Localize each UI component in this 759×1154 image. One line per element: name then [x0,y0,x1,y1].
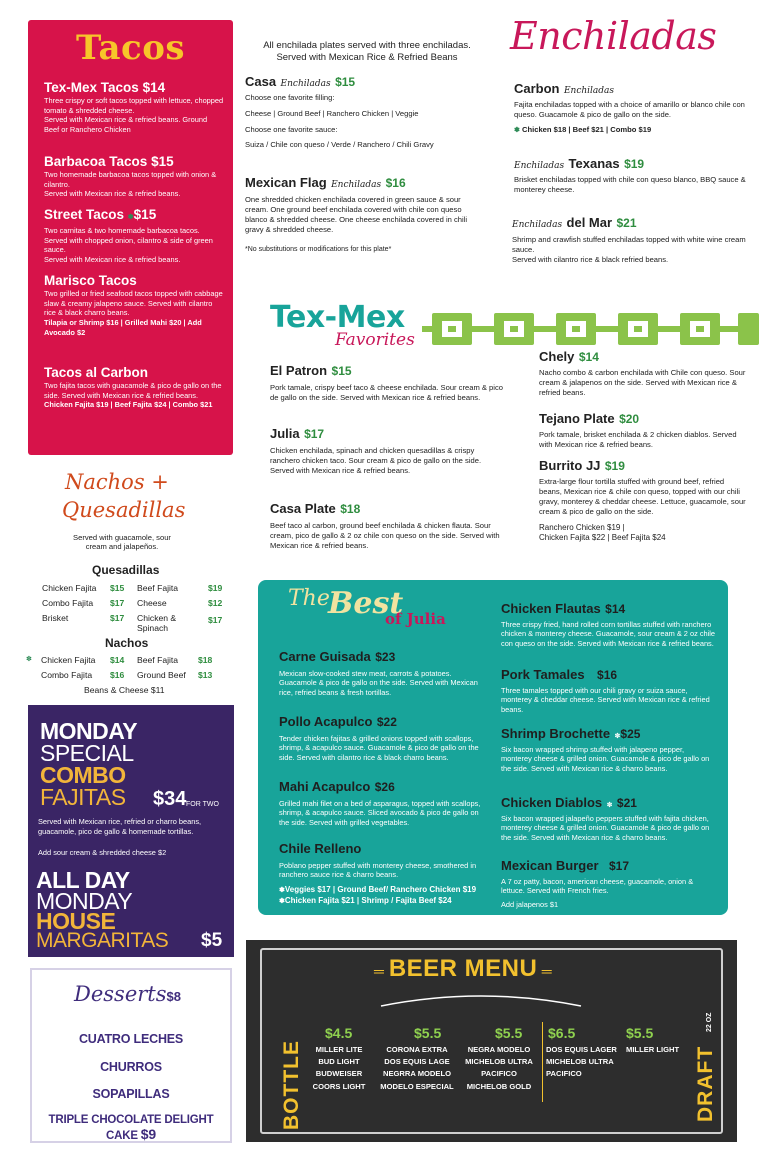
leaf-icon: ✽ [279,897,285,905]
quesadillas-title-script: Quesadillas [62,498,186,522]
item-price: $15 [331,364,352,378]
item-price: $14 [605,602,626,616]
item-price: $17 [304,427,325,441]
item-name: Casa [245,74,277,89]
best-item [279,778,489,827]
menu-item [44,80,224,134]
texmex-item [539,457,749,543]
q-name: Beef Fajita [137,583,179,593]
beer-item: CORONA EXTRA [386,1045,448,1054]
item-price: $16 [597,668,618,682]
leaf-icon: ✽ [614,733,621,740]
item-name: Tacos al Carbon [44,365,149,380]
item-name: Carbon [514,81,560,96]
served-with-note: Served with guacamole, sour cream and jalapeños. [73,533,171,551]
item-price: $21 [616,216,637,230]
texanas-enchiladas [514,155,749,195]
item-name: Texanas [568,156,620,171]
item-name: Mexican Burger [501,858,599,873]
best-title-best: Best [328,586,404,621]
item-options-2: Chicken Fajita $21 | Shrimp / Fajita Beef $24 [284,895,452,905]
beer-item: COORS LIGHT [312,1081,366,1091]
beer-item: MILLER LIGHT [626,1045,680,1054]
del-mar-enchiladas [512,214,747,265]
tacos-title: Tacos [75,28,186,68]
n-name: Combo Fajita [41,670,93,680]
n-name: Ground Beef [137,670,186,680]
item-desc: Brisket enchiladas topped with chile con queso blanco, BBQ sauce & monterey cheese. [514,175,746,194]
item-name: Carne Guisada [279,649,371,664]
combo-line: COMBO [40,762,126,788]
item-options: Chicken Fajita $19 | Beef Fajita $24 | Combo $21 [44,400,213,410]
sauce-label: Choose one favorite sauce: [245,125,338,134]
monday-desc-2: Add sour cream & shredded cheese $2 [38,848,167,857]
beer-price: $5.5 [495,1025,523,1041]
item-desc: Two homemade barbacoa tacos topped with onion & cilantro. [44,170,217,189]
fajitas-line: FAJITAS [40,784,126,810]
item-desc: Nacho combo & carbon enchilada with Chile con queso. Sour cream & jalapenos on the side. Served with Mexican rice & refried beans. [539,368,746,397]
beer-item: MILLER LITE [315,1045,363,1054]
item-name: Chely [539,349,575,364]
item-name: Street Tacos [44,207,125,222]
margarita-price: $5 [201,930,223,951]
item-name: Barbacoa Tacos [44,154,148,169]
beans-cheese: Beans & Cheese $11 [84,685,165,695]
beer-title-wrap [374,955,552,983]
item-price: $19 [604,459,625,473]
margaritas-line: MARGARITAS [36,929,169,952]
beer-title-dash-right: ═ [537,963,553,979]
q-price: $12 [208,598,223,608]
item-desc: Pork tamale, crispy beef taco & cheese enchilada. Sour cream & pico de gallo on the side. Served with Mexican rice & refried beans. [270,383,503,402]
best-title-the: The [288,586,330,611]
texmex-item [270,362,505,403]
bottle-label: BOTTLE [280,1040,303,1130]
quesadillas-heading: Quesadillas [92,563,160,577]
draft-size: 22 OZ [706,1012,713,1032]
tacos-panel [28,20,233,455]
n-name: Chicken Fajita [41,655,96,665]
draft-divider [542,1022,543,1102]
item-script: Enchiladas [512,220,563,230]
item-options: Veggies $17 | Ground Beef/ Ranchero Chicken $19 [284,884,477,894]
item-desc-2: Add jalapenos $1 [501,899,559,909]
q-name: Cheese [137,598,167,608]
enchiladas-title: Enchiladas [510,14,717,58]
beer-item: BUD LIGHT [318,1057,360,1067]
beer-item: MICHELOB GOLD [466,1081,532,1091]
item-name: Tejano Plate [539,411,615,426]
q-name: Chicken Fajita [42,583,97,593]
item-name: Pollo Acapulco [279,714,373,729]
leaf-icon: ✽ [606,802,613,809]
item-name: Pork Tamales [501,667,585,682]
item-desc: Fajita enchiladas topped with a choice of amarillo or blanco chile con queso. Guacamole & pico de gallo on the side. [514,100,745,119]
dessert-special: TRIPLE CHOCOLATE DELIGHT CAKE [48,1114,214,1142]
beer-column [460,1044,538,1093]
beer-price: $5.5 [626,1025,654,1041]
beer-item: BUDWEISER [315,1069,363,1079]
item-desc: Poblano pepper stuffed with monterey cheese, smothered in ranchero sauce rice & charro beans. [279,861,477,880]
n-price: $13 [198,670,213,680]
n-name: Beef Fajita [137,655,179,665]
dessert-item: CHURROS [100,1060,162,1074]
texmex-title: Tex-Mex [270,300,405,335]
beer-title-dash-left: ═ [374,963,389,979]
for-two: FOR TWO [186,801,219,808]
menu-item [44,365,224,410]
beer-item: NEGRA MODELO [467,1045,531,1054]
item-name: Shrimp Brochette [501,726,611,741]
item-price: $23 [375,650,396,664]
item-desc: Six bacon wrapped shrimp stuffed with jalapeno pepper, monterey cheese & grilled onion. Guacamole & pico de gallo on the side. Served with Mexican rice & charro beans. [501,745,710,773]
item-price: $19 [624,157,645,171]
item-options: Chicken $18 | Beef $21 | Combo $19 [522,125,652,134]
item-name: Chicken Diablos [501,795,603,810]
item-price: $15 [133,207,157,222]
beer-item: MICHELOB ULTRA [546,1057,614,1067]
item-name: Tex-Mex Tacos [44,80,139,95]
best-item [501,794,716,842]
item-desc: Mexican slow-cooked stew meat, carrots & potatoes. Guacamole & pico de gallo on the side. Served with Mexican rice, refried beans & fresh tortillas. [279,669,478,697]
item-price: $15 [151,154,174,169]
beer-column [546,1044,622,1081]
item-price: $20 [619,412,640,426]
n-price: $18 [198,655,213,665]
item-desc: Two carnitas & two homemade barbacoa tacos. Served with chopped onion, cilantro & side of green sauce. [44,226,213,255]
best-item [279,840,499,907]
item-script: Enchiladas [331,180,382,190]
best-item [501,600,716,648]
item-price: $15 [335,75,356,89]
best-item [501,857,716,909]
dessert-item: SOPAPILLAS [92,1087,170,1101]
item-name: Burrito JJ [539,458,601,473]
item-desc: Tender chicken fajitas & grilled onions topped with scallops, shrimp, & acapulco sauce. Guacamole & pico de gallo on the side. Served with cilantro rice & black charro beans. [279,734,479,762]
no-sub-note: *No substitutions or modifications for this plate* [245,246,392,253]
item-options-2: Chicken Fajita $22 | Beef Fajita $24 [539,533,666,542]
item-desc-2: Served with Mexican rice & refried beans. [44,254,181,264]
item-name: del Mar [566,215,613,230]
best-item [501,725,716,773]
item-desc: Six bacon wrapped jalapeño peppers stuffed with fajita chicken, monterey cheese & grilled onion. Guacamole & pico de gallo on the side. Served with Mexican rice & charro beans. [501,814,710,842]
item-desc-2: Served with cilantro rice & black refried beans. [512,255,669,264]
best-item [279,713,489,762]
item-desc: Chicken enchilada, spinach and chicken quesadillas & crispy ranchero chicken taco. Sour cream & pico de gallo on the side. Served with Mexican rice & refried beans. [270,446,482,475]
q-name: Brisket [42,613,69,623]
house-line: HOUSE [36,908,116,934]
leaf-icon: ✽ [26,656,32,663]
beer-title: BEER MENU [388,955,538,982]
item-price: $16 [385,176,406,190]
monday-desc: Served with Mexican rice, refried or charro beans, guacamole, pico de gallo & homemade tortillas. [38,817,202,836]
q-price: $15 [110,583,125,593]
n-price: $16 [110,670,125,680]
menu-item [44,273,224,338]
item-desc-2: Served with Mexican rice & refried beans. Ground Beef or Ranchero Chicken [44,115,208,134]
filling-options: Cheese | Ground Beef | Ranchero Chicken | Veggie [245,109,419,118]
beer-price: $5.5 [414,1025,442,1041]
best-item [279,648,489,697]
beer-column [626,1044,682,1056]
item-desc: Two fajita tacos with guacamole & pico de gallo on the side. Served with Mexican rice & refried beans. [44,381,222,400]
item-script: Enchiladas [514,161,565,171]
beer-item: MICHELOB ULTRA [465,1057,533,1067]
item-options: Ranchero Chicken $19 | [539,523,625,532]
special-line: SPECIAL [40,740,134,766]
beer-item: DOS EQUIS LAGER [546,1045,617,1054]
item-name: Mexican Flag [245,175,327,190]
item-script: Enchiladas [280,79,331,89]
item-desc: Pork tamale, brisket enchilada & 2 chicken diablos. Served with Mexican rice & refried beans. [539,430,737,449]
beer-price: $6.5 [548,1025,576,1041]
item-name: Casa Plate [270,501,336,516]
beer-item: NEGRRA MODELO [382,1069,452,1079]
mexican-flag-enchiladas [245,174,485,255]
item-script: Enchiladas [563,86,615,96]
q-price: $19 [208,583,223,593]
beer-price: $4.5 [325,1025,353,1041]
q-name: Combo Fajita [42,598,94,608]
q-price: $17 [110,613,125,623]
leaf-icon: ✽ [279,886,285,894]
best-of-julia-panel [258,580,728,915]
item-name: Chile Relleno [279,841,362,856]
note-line-2: Served with Mexican Rice & Refried Beans [276,52,458,63]
texmex-item [270,425,505,476]
item-price: $18 [340,502,361,516]
item-desc: One shredded chicken enchilada covered in green sauce & sour cream. One ground beef enchilada covered with chile con queso blanco & shredded cheese. One cheese enchilada covered in chili gravy & shredded cheese. [245,195,468,234]
desserts-title: Desserts [74,982,167,1006]
item-desc: Shrimp and crawfish stuffed enchiladas topped with white wine cream sauce. [512,235,746,254]
item-name: Marisco Tacos [44,273,137,288]
casa-enchiladas [245,73,495,150]
carbon-enchiladas [514,80,749,136]
q-price: $17 [208,615,223,625]
item-price: $21 [616,796,637,810]
best-item [501,666,716,714]
n-price: $14 [110,655,125,665]
beer-menu-panel [246,940,737,1142]
note-line-1: All enchilada plates served with three enchiladas. [263,40,471,51]
item-desc: Beef taco al carbon, ground beef enchilada & chicken flauta. Sour cream, pico de gallo & 2 oz chile con queso on the side. Served with Mexican rice & refried beans. [270,521,500,550]
item-desc: Three crispy or soft tacos topped with lettuce, chopped tomato & shredded cheese. [44,96,224,115]
beer-column [378,1044,456,1093]
nachos-title: Nachos + [65,470,169,494]
item-desc: Two grilled or fried seafood tacos topped with cabbage slaw & creamy jalapeno sauce. Served with cilantro rice & black charro beans. [44,289,223,318]
sauce-options: Suiza / Chile con queso / Verde / Ranchero / Chili Gravy [245,140,434,149]
enchilada-note [238,40,496,64]
beer-item: DOS EQUIS LAGE [384,1057,450,1067]
dessert-special-price: $9 [140,1126,156,1142]
nachos-heading: Nachos [105,636,149,650]
item-price: $17 [609,859,630,873]
leaf-icon: ✽ [127,214,134,221]
monday-special-panel [28,705,234,957]
all-day-line: ALL DAY [36,867,130,893]
item-price: $14 [578,350,599,364]
beer-item: PACIFICO [546,1069,582,1079]
monday-line-2: MONDAY [36,888,133,914]
beer-column [304,1044,374,1093]
desserts-price: $8 [166,989,181,1004]
draft-label: DRAFT [694,1045,717,1122]
desserts-panel [30,968,232,1143]
item-price: $22 [376,715,397,729]
monday-line: MONDAY [40,718,138,744]
texmex-item [539,348,749,398]
dessert-item: CUATRO LECHES [78,1032,184,1046]
texmex-item [539,410,749,450]
q-name: Chicken & Spinach [137,613,177,633]
item-name: El Patron [270,363,328,378]
item-desc: Three tamales topped with our chili gravy or suiza sauce, monterey & cheddar cheese. Served with Mexican rice & refried beans. [501,686,710,714]
best-title-of-julia: of Julia [385,610,446,628]
item-options: Tilapia or Shrimp $16 | Grilled Mahi $20 | Add Avocado $2 [44,317,202,337]
item-desc: Three crispy fried, hand rolled corn tortillas stuffed with ranchero chicken & monterey cheese. Guacamole, sour cream & 2 oz chile con queso on the side. Served with Mexican rice & refried beans. [501,620,716,648]
item-price: $26 [374,780,395,794]
q-price: $17 [110,598,125,608]
item-name: Mahi Acapulco [279,779,371,794]
item-desc: A 7 oz patty, bacon, american cheese, guacamole, onion & lettuce. Served with French fries. [501,877,694,896]
item-name: Julia [270,426,300,441]
combo-price: $34 [153,788,187,810]
leaf-icon: ✽ [514,127,520,134]
decorative-swash [376,988,586,1010]
filling-label: Choose one favorite filling: [245,93,335,102]
menu-item [44,207,224,264]
item-desc-2: Served with Mexican rice & refried beans. [44,189,181,199]
item-price: $14 [142,80,166,95]
item-desc: Grilled mahi filet on a bed of asparagus, topped with scallops, shrimp, & acapulco sauce. Sliced avocado & pico de gallo on the side. Served with grilled vegetables. [279,799,481,827]
aztec-pattern [422,311,759,347]
beer-item: PACIFICO [481,1069,517,1079]
item-name: Chicken Flautas [501,601,601,616]
texmex-subtitle: Favorites [335,330,415,350]
item-desc: Extra-large flour tortilla stuffed with ground beef, refried beans, Mexican rice & chile con queso, topped with our chili gravy, monterey & cheddar cheese. Lettuce, guacamole, sour cream & pico de gallo on the side. [539,477,746,516]
item-price: $25 [620,727,641,741]
menu-item [44,154,224,199]
beer-item: MODELO ESPECIAL [380,1081,454,1091]
texmex-item [270,500,505,551]
